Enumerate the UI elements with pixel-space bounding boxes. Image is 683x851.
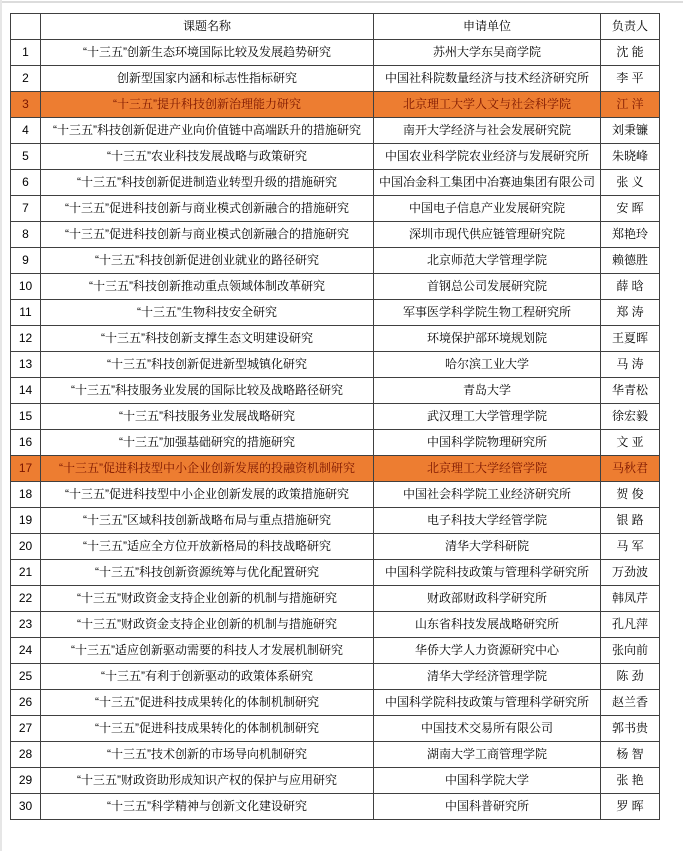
table-row [11, 768, 660, 794]
table-row [11, 534, 660, 560]
row-number-cell: 19 [11, 508, 41, 534]
person-in-charge-cell: 郭书贵 [601, 716, 660, 742]
project-title-cell: “十三五”生物科技安全研究 [41, 300, 374, 326]
applicant-org-cell: 中国冶金科工集团中冶赛迪集团有限公司 [374, 170, 601, 196]
applicant-org-cell: 中国科学院科技政策与管理科学研究所 [374, 690, 601, 716]
table-row [11, 612, 660, 638]
row-number-cell: 27 [11, 716, 41, 742]
column-header-index [11, 14, 41, 40]
project-title-cell: “十三五”科技服务业发展战略研究 [41, 404, 374, 430]
table-row [11, 196, 660, 222]
row-number-cell: 11 [11, 300, 41, 326]
row-number-cell: 16 [11, 430, 41, 456]
applicant-org-cell: 清华大学经济管理学院 [374, 664, 601, 690]
applicant-org-cell: 清华大学科研院 [374, 534, 601, 560]
applicant-org-cell: 中国科学院物理研究所 [374, 430, 601, 456]
applicant-org-cell: 武汉理工大学管理学院 [374, 404, 601, 430]
person-in-charge-cell: 徐宏毅 [601, 404, 660, 430]
row-number-cell: 18 [11, 482, 41, 508]
row-number-cell: 5 [11, 144, 41, 170]
table-row [11, 170, 660, 196]
applicant-org-cell: 青岛大学 [374, 378, 601, 404]
applicant-org-cell: 电子科技大学经管学院 [374, 508, 601, 534]
row-number-cell: 3 [11, 92, 41, 118]
project-title-cell: “十三五”科技服务业发展的国际比较及战略路径研究 [41, 378, 374, 404]
applicant-org-cell: 中国科普研究所 [374, 794, 601, 820]
row-number-cell: 20 [11, 534, 41, 560]
column-header-org: 申请单位 [374, 14, 601, 40]
project-title-cell: “十三五”科技创新促进制造业转型升级的措施研究 [41, 170, 374, 196]
project-title-cell: “十三五”科学精神与创新文化建设研究 [41, 794, 374, 820]
row-number-cell: 13 [11, 352, 41, 378]
table-row [11, 144, 660, 170]
project-title-cell: “十三五”财政资金支持企业创新的机制与措施研究 [41, 586, 374, 612]
row-number-cell: 8 [11, 222, 41, 248]
person-in-charge-cell: 赖德胜 [601, 248, 660, 274]
research-projects-table [10, 13, 660, 820]
person-in-charge-cell: 张向前 [601, 638, 660, 664]
person-in-charge-cell: 郑 涛 [601, 300, 660, 326]
column-header-title: 课题名称 [41, 14, 374, 40]
person-in-charge-cell: 江 洋 [601, 92, 660, 118]
project-title-cell: “十三五”科技创新支撑生态文明建设研究 [41, 326, 374, 352]
row-number-cell: 17 [11, 456, 41, 482]
person-in-charge-cell: 韩凤芹 [601, 586, 660, 612]
page-left-edge-line [0, 0, 2, 851]
project-title-cell: “十三五”提升科技创新治理能力研究 [41, 92, 374, 118]
table-row [11, 40, 660, 66]
applicant-org-cell: 哈尔滨工业大学 [374, 352, 601, 378]
table-row [11, 352, 660, 378]
row-number-cell: 26 [11, 690, 41, 716]
person-in-charge-cell: 孔凡萍 [601, 612, 660, 638]
row-number-cell: 29 [11, 768, 41, 794]
person-in-charge-cell: 安 晖 [601, 196, 660, 222]
table-row [11, 66, 660, 92]
applicant-org-cell: 山东省科技发展战略研究所 [374, 612, 601, 638]
table-row [11, 794, 660, 820]
person-in-charge-cell: 赵兰香 [601, 690, 660, 716]
project-title-cell: “十三五”促进科技成果转化的体制机制研究 [41, 690, 374, 716]
row-number-cell: 22 [11, 586, 41, 612]
person-in-charge-cell: 朱晓峰 [601, 144, 660, 170]
table-row [11, 274, 660, 300]
row-number-cell: 30 [11, 794, 41, 820]
project-title-cell: “十三五”科技创新促进创业就业的路径研究 [41, 248, 374, 274]
table-row [11, 560, 660, 586]
row-number-cell: 9 [11, 248, 41, 274]
project-title-cell: “十三五”科技创新促进产业向价值链中高端跃升的措施研究 [41, 118, 374, 144]
project-title-cell: “十三五”科技创新促进新型城镇化研究 [41, 352, 374, 378]
table-row [11, 378, 660, 404]
project-title-cell: “十三五”适应创新驱动需要的科技人才发展机制研究 [41, 638, 374, 664]
project-title-cell: 创新型国家内涵和标志性指标研究 [41, 66, 374, 92]
table-row [11, 118, 660, 144]
row-number-cell: 10 [11, 274, 41, 300]
table-row [11, 690, 660, 716]
row-number-cell: 6 [11, 170, 41, 196]
applicant-org-cell: 首钢总公司发展研究院 [374, 274, 601, 300]
row-number-cell: 4 [11, 118, 41, 144]
person-in-charge-cell: 郑艳玲 [601, 222, 660, 248]
applicant-org-cell: 华侨大学人力资源研究中心 [374, 638, 601, 664]
table-row-highlighted [11, 456, 660, 482]
person-in-charge-cell: 刘秉镰 [601, 118, 660, 144]
project-title-cell: “十三五”适应全方位开放新格局的科技战略研究 [41, 534, 374, 560]
page-top-edge-line [0, 1, 683, 3]
person-in-charge-cell: 文 亚 [601, 430, 660, 456]
row-number-cell: 28 [11, 742, 41, 768]
project-title-cell: “十三五”科技创新推动重点领域体制改革研究 [41, 274, 374, 300]
person-in-charge-cell: 马秋君 [601, 456, 660, 482]
applicant-org-cell: 北京理工大学经管学院 [374, 456, 601, 482]
applicant-org-cell: 北京理工大学人文与社会科学院 [374, 92, 601, 118]
person-in-charge-cell: 王夏晖 [601, 326, 660, 352]
project-title-cell: “十三五”促进科技创新与商业模式创新融合的措施研究 [41, 196, 374, 222]
table-row [11, 742, 660, 768]
person-in-charge-cell: 沈 能 [601, 40, 660, 66]
person-in-charge-cell: 陈 劲 [601, 664, 660, 690]
applicant-org-cell: 苏州大学东吴商学院 [374, 40, 601, 66]
applicant-org-cell: 中国科学院大学 [374, 768, 601, 794]
person-in-charge-cell: 银 路 [601, 508, 660, 534]
table-row [11, 404, 660, 430]
project-title-cell: “十三五”技术创新的市场导向机制研究 [41, 742, 374, 768]
applicant-org-cell: 军事医学科学院生物工程研究所 [374, 300, 601, 326]
person-in-charge-cell: 华青松 [601, 378, 660, 404]
project-title-cell: “十三五”促进科技型中小企业创新发展的政策措施研究 [41, 482, 374, 508]
row-number-cell: 25 [11, 664, 41, 690]
person-in-charge-cell: 杨 智 [601, 742, 660, 768]
applicant-org-cell: 北京师范大学管理学院 [374, 248, 601, 274]
row-number-cell: 24 [11, 638, 41, 664]
project-title-cell: “十三五”促进科技成果转化的体制机制研究 [41, 716, 374, 742]
row-number-cell: 14 [11, 378, 41, 404]
table-row [11, 508, 660, 534]
table-row [11, 248, 660, 274]
table-row [11, 664, 660, 690]
person-in-charge-cell: 贺 俊 [601, 482, 660, 508]
person-in-charge-cell: 马 军 [601, 534, 660, 560]
person-in-charge-cell: 张 义 [601, 170, 660, 196]
applicant-org-cell: 中国电子信息产业发展研究院 [374, 196, 601, 222]
column-header-person: 负责人 [601, 14, 660, 40]
project-title-cell: “十三五”加强基础研究的措施研究 [41, 430, 374, 456]
project-title-cell: “十三五”促进科技型中小企业创新发展的投融资机制研究 [41, 456, 374, 482]
table-row [11, 586, 660, 612]
project-title-cell: “十三五”促进科技创新与商业模式创新融合的措施研究 [41, 222, 374, 248]
applicant-org-cell: 环境保护部环境规划院 [374, 326, 601, 352]
row-number-cell: 1 [11, 40, 41, 66]
table-body [11, 40, 660, 820]
applicant-org-cell: 中国农业科学院农业经济与发展研究所 [374, 144, 601, 170]
person-in-charge-cell: 马 涛 [601, 352, 660, 378]
table-row [11, 300, 660, 326]
applicant-org-cell: 财政部财政科学研究所 [374, 586, 601, 612]
person-in-charge-cell: 万劲波 [601, 560, 660, 586]
project-title-cell: “十三五”创新生态环境国际比较及发展趋势研究 [41, 40, 374, 66]
table-row [11, 326, 660, 352]
row-number-cell: 23 [11, 612, 41, 638]
table-row [11, 482, 660, 508]
person-in-charge-cell: 张 艳 [601, 768, 660, 794]
project-title-cell: “十三五”区域科技创新战略布局与重点措施研究 [41, 508, 374, 534]
table-row [11, 222, 660, 248]
applicant-org-cell: 湖南大学工商管理学院 [374, 742, 601, 768]
person-in-charge-cell: 薛 晗 [601, 274, 660, 300]
applicant-org-cell: 中国科学院科技政策与管理科学研究所 [374, 560, 601, 586]
table-row [11, 638, 660, 664]
applicant-org-cell: 中国社科院数量经济与技术经济研究所 [374, 66, 601, 92]
project-title-cell: “十三五”财政资助形成知识产权的保护与应用研究 [41, 768, 374, 794]
applicant-org-cell: 中国社会科学院工业经济研究所 [374, 482, 601, 508]
project-title-cell: “十三五”财政资金支持企业创新的机制与措施研究 [41, 612, 374, 638]
table-row [11, 430, 660, 456]
applicant-org-cell: 深圳市现代供应链管理研究院 [374, 222, 601, 248]
project-title-cell: “十三五”有利于创新驱动的政策体系研究 [41, 664, 374, 690]
person-in-charge-cell: 李 平 [601, 66, 660, 92]
row-number-cell: 12 [11, 326, 41, 352]
row-number-cell: 15 [11, 404, 41, 430]
project-title-cell: “十三五”科技创新资源统筹与优化配置研究 [41, 560, 374, 586]
project-title-cell: “十三五”农业科技发展战略与政策研究 [41, 144, 374, 170]
row-number-cell: 21 [11, 560, 41, 586]
person-in-charge-cell: 罗 晖 [601, 794, 660, 820]
row-number-cell: 2 [11, 66, 41, 92]
row-number-cell: 7 [11, 196, 41, 222]
applicant-org-cell: 中国技术交易所有限公司 [374, 716, 601, 742]
header-row [11, 14, 660, 40]
applicant-org-cell: 南开大学经济与社会发展研究院 [374, 118, 601, 144]
table-row-highlighted [11, 92, 660, 118]
table-row [11, 716, 660, 742]
